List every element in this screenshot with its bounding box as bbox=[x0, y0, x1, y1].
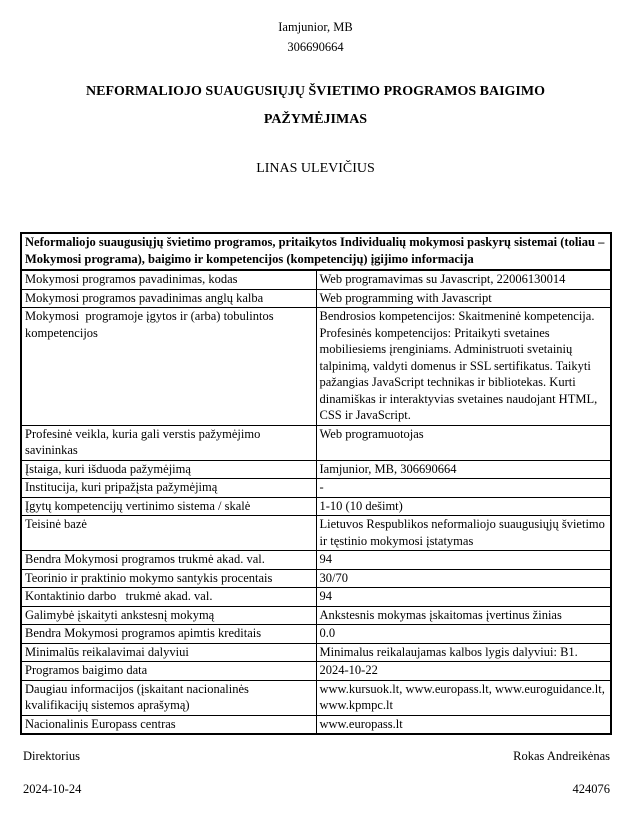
issue-date: 2024-10-24 bbox=[23, 782, 82, 796]
signer-position: Direktorius bbox=[23, 749, 80, 763]
row-label-cell: Teorinio ir praktinio mokymo santykis procentais bbox=[21, 569, 316, 588]
row-value-cell: Bendrosios kompetencijos: Skaitmeninė kompetencija. Profesinės kompetencijos: Pritaikyti svetaines mobiliesiems įrenginiams. Administruoti svetainių talpinimą, valdyti domenus ir SSL sertifikatus. Taikyti pažangias JavaScript technikas ir bibliotekas. Kurti dinamiškas ir interaktyvias svetaines naudojant HTML, CSS ir JavaScript. bbox=[316, 308, 611, 426]
table-row bbox=[21, 551, 611, 570]
row-label-cell: Daugiau informacijos (įskaitant nacionalinės kvalifikacijų sistemos aprašymą) bbox=[21, 680, 316, 715]
signature-row bbox=[23, 748, 610, 764]
table-row bbox=[21, 497, 611, 516]
row-value-cell: www.europass.lt bbox=[316, 715, 611, 734]
program-info-table-body bbox=[21, 270, 611, 734]
row-label-cell: Kontaktinio darbo trukmė akad. val. bbox=[21, 588, 316, 607]
recipient-name: LINAS ULEVIČIUS bbox=[256, 161, 375, 176]
row-value-cell: Web programuotojas bbox=[316, 425, 611, 460]
program-info-table-head bbox=[21, 233, 611, 270]
row-value-cell: 30/70 bbox=[316, 569, 611, 588]
table-row bbox=[21, 460, 611, 479]
table-row bbox=[21, 588, 611, 607]
row-label-cell: Minimalūs reikalavimai dalyviui bbox=[21, 643, 316, 662]
row-label-cell: Galimybė įskaityti ankstesnį mokymą bbox=[21, 606, 316, 625]
row-value-cell: Ankstesnis mokymas įskaitomas įvertinus žinias bbox=[316, 606, 611, 625]
row-label-cell: Mokymosi programos pavadinimas, kodas bbox=[21, 270, 316, 289]
row-value-cell: Web programming with Javascript bbox=[316, 289, 611, 308]
table-row bbox=[21, 569, 611, 588]
row-label-cell: Profesinė veikla, kuria gali verstis pažymėjimo savininkas bbox=[21, 425, 316, 460]
row-value-cell: Minimalus reikalaujamas kalbos lygis dalyviui: B1. bbox=[316, 643, 611, 662]
signer-name: Rokas Andreikėnas bbox=[513, 749, 610, 763]
table-caption: Neformaliojo suaugusiųjų švietimo programos, pritaikytos Individualių mokymosi paskyrų sistemai (toliau – Mokymosi programa), baigimo ir kompetencijos (kompetencijų) įgijimo informacija bbox=[21, 233, 611, 270]
row-label-cell: Mokymosi programoje įgytos ir (arba) tobulintos kompetencijos bbox=[21, 308, 316, 426]
row-label-cell: Įgytų kompetencijų vertinimo sistema / skalė bbox=[21, 497, 316, 516]
row-label-cell: Įstaiga, kuri išduoda pažymėjimą bbox=[21, 460, 316, 479]
row-label-cell: Institucija, kuri pripažįsta pažymėjimą bbox=[21, 479, 316, 498]
certificate-number: 424076 bbox=[572, 782, 610, 796]
table-caption-row bbox=[21, 233, 611, 270]
row-label-cell: Teisinė bazė bbox=[21, 516, 316, 551]
document-footer bbox=[23, 748, 610, 797]
company-code: 306690664 bbox=[287, 40, 344, 54]
table-row bbox=[21, 643, 611, 662]
row-value-cell: 94 bbox=[316, 551, 611, 570]
row-value-cell: Web programavimas su Javascript, 22006130014 bbox=[316, 270, 611, 289]
date-number-row bbox=[23, 781, 610, 797]
row-value-cell: 0.0 bbox=[316, 625, 611, 644]
row-value-cell: www.kursuok.lt, www.europass.lt, www.euroguidance.lt, www.kpmpc.lt bbox=[316, 680, 611, 715]
row-value-cell: 1-10 (10 dešimt) bbox=[316, 497, 611, 516]
table-row bbox=[21, 680, 611, 715]
row-label-cell: Nacionalinis Europass centras bbox=[21, 715, 316, 734]
program-info-table bbox=[20, 232, 612, 735]
row-label-cell: Bendra Mokymosi programos apimtis kreditais bbox=[21, 625, 316, 644]
row-value-cell: 2024-10-22 bbox=[316, 662, 611, 681]
row-label-cell: Bendra Mokymosi programos trukmė akad. val. bbox=[21, 551, 316, 570]
table-row bbox=[21, 479, 611, 498]
row-value-cell: 94 bbox=[316, 588, 611, 607]
table-row bbox=[21, 516, 611, 551]
document-header bbox=[0, 0, 631, 57]
table-row bbox=[21, 425, 611, 460]
row-value-cell: Iamjunior, MB, 306690664 bbox=[316, 460, 611, 479]
row-value-cell: - bbox=[316, 479, 611, 498]
row-label-cell: Programos baigimo data bbox=[21, 662, 316, 681]
table-row bbox=[21, 662, 611, 681]
certificate-title: NEFORMALIOJO SUAUGUSIŲJŲ ŠVIETIMO PROGRAMOS BAIGIMO PAŽYMĖJIMAS bbox=[86, 84, 545, 127]
company-name: Iamjunior, MB bbox=[278, 20, 353, 34]
table-row bbox=[21, 270, 611, 289]
table-row bbox=[21, 606, 611, 625]
table-row bbox=[21, 308, 611, 426]
table-row bbox=[21, 625, 611, 644]
table-row bbox=[21, 289, 611, 308]
row-label-cell: Mokymosi programos pavadinimas anglų kalba bbox=[21, 289, 316, 308]
table-row bbox=[21, 715, 611, 734]
row-value-cell: Lietuvos Respublikos neformaliojo suaugusiųjų švietimo ir tęstinio mokymosi įstatymas bbox=[316, 516, 611, 551]
